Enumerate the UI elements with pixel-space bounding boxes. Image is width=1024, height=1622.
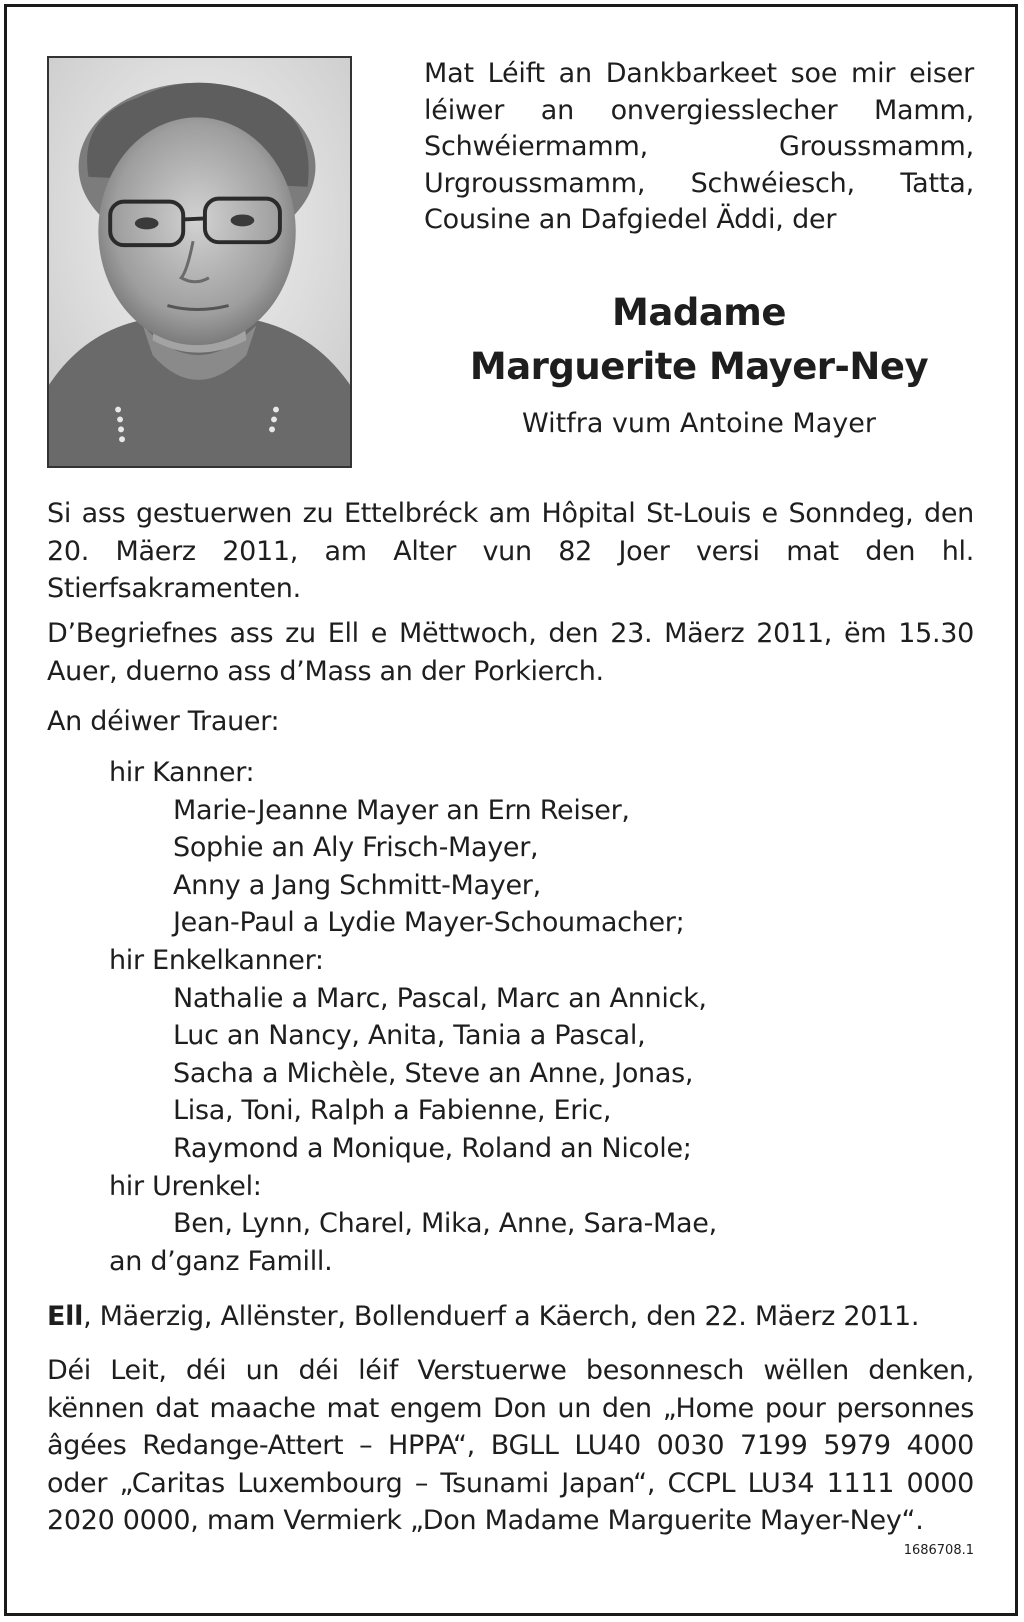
place-date-line [47,1298,974,1336]
place-bold: Ell [47,1301,84,1332]
list-item: Raymond a Monique, Roland an Nicole; [173,1132,692,1164]
burial-notice: D’Begriefnes ass zu Ell e Mëttwoch, den 23. Mäerz 2011, ëm 15.30 Auer, duerno ass d’Mass an der Porkierch. [47,618,974,687]
portrait-photo [47,56,352,468]
family-list [47,754,974,1280]
family-closing: an d’ganz Famill. [109,1245,333,1277]
place-rest: , Mäerzig, Allënster, Bollenduerf a Käerch, den 22. Mäerz 2011. [83,1301,920,1332]
intro-paragraph: Mat Léift an Dankbarkeet soe mir eiser léiwer an onvergiesslecher Mamm, Schwéiermamm, Groussmamm, Urgroussmamm, Schwéiesch, Tatta, Cousine an Dafgiedel Äddi, der [424,58,974,235]
deceased-name: Marguerite Mayer-Ney [469,345,929,388]
list-item: Lisa, Toni, Ralph a Fabienne, Eric, [173,1095,612,1127]
donation-notice: Déi Leit, déi un déi léif Verstuerwe besonnesch wëllen denken, kënnen dat maache mat engem Don un den „Home pour personnes âgées Redange-Attert – HPPA“, BGLL LU40 0030 7199 5979 4000 oder „Caritas Luxembourg – Tsunami Japan“, CCPL LU34 1111 0000 2020 0000, mam Vermierk „Don Madame Marguerite Mayer-Ney“. [47,1355,974,1536]
deceased-name-block [424,286,974,442]
mourning-intro: An déiwer Trauer: [47,706,280,737]
list-item: Nathalie a Marc, Pascal, Marc an Annick, [173,982,707,1014]
death-notice: Si ass gestuerwen zu Ettelbréck am Hôpital St-Louis e Sonndeg, den 20. Mäerz 2011, am Alter vun 82 Joer versi mat den hl. Stierfsakramenten. [47,498,974,604]
list-item: Ben, Lynn, Charel, Mika, Anne, Sara-Mae, [173,1208,717,1240]
list-item: Anny a Jang Schmitt-Mayer, [173,869,541,901]
reference-number: 1686708.1 [903,1543,974,1558]
honorific: Madame [612,291,786,334]
portrait-image [49,58,350,466]
list-item: Luc an Nancy, Anita, Tania a Pascal, [173,1020,646,1052]
list-item: Jean-Paul a Lydie Mayer-Schoumacher; [173,907,685,939]
list-item: Sophie an Aly Frisch-Mayer, [173,832,539,864]
grandchildren-label: hir Enkelkanner: [109,944,324,976]
children-label: hir Kanner: [109,757,255,788]
list-item: Sacha a Michèle, Steve an Anne, Jonas, [173,1057,694,1089]
list-item: Marie-Jeanne Mayer an Ern Reiser, [173,794,630,826]
great-grandchildren-label: hir Urenkel: [109,1170,262,1202]
widow-of: Witfra vum Antoine Mayer [522,408,876,439]
